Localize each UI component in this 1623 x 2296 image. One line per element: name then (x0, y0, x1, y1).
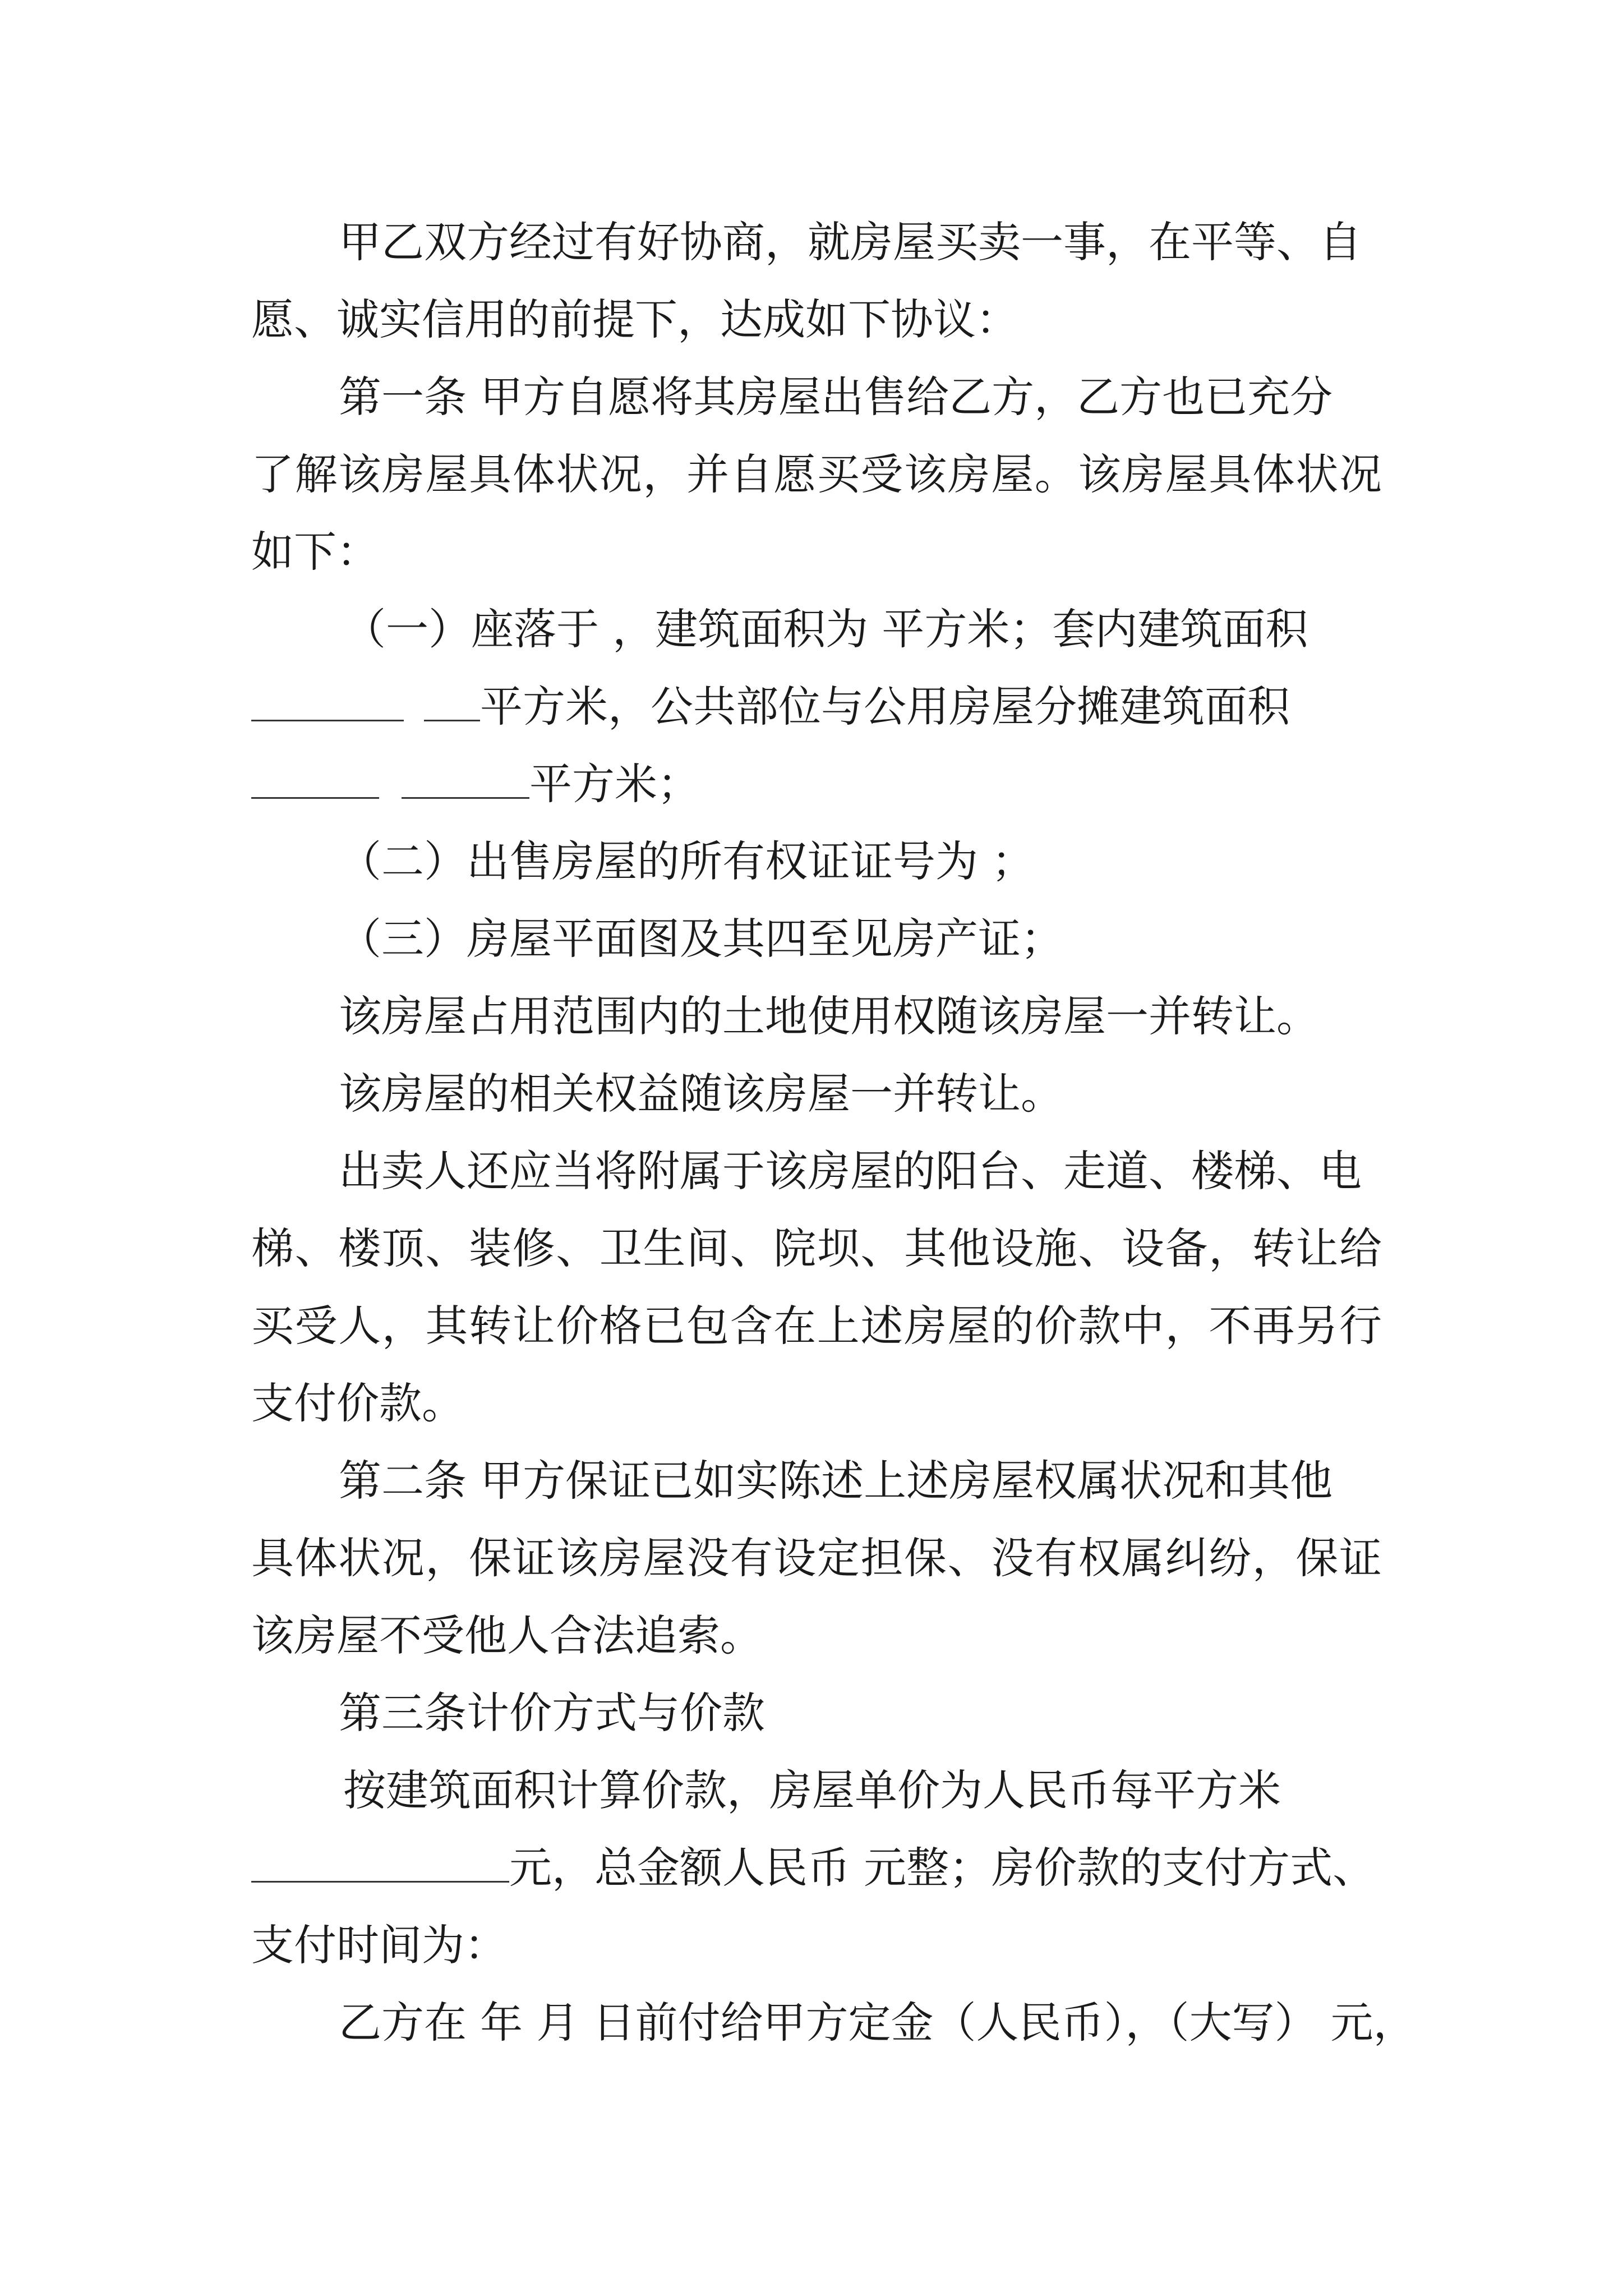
blank-field (251, 686, 404, 721)
price-line-1: 按建筑面积计算价款，房屋单价为人民币每平方米 (343, 1765, 1281, 1815)
item-1-line-2 (251, 679, 1290, 735)
article-3-heading: 第三条计价方式与价款 (339, 1688, 765, 1738)
deposit-line: 乙方在 年 月 日前付给甲方定金（人民币），（大写） 元， (339, 1998, 1416, 2047)
article-1-line-2: 了解该房屋具体状况，并自愿买受该房屋。该房屋具体状况 (251, 449, 1382, 499)
appurtenance-line-2: 梯、楼顶、装修、卫生间、院坝、其他设施、设备，转让给 (251, 1223, 1382, 1273)
blank-field (251, 1847, 509, 1883)
item-1-line-2-text: 平方米，公共部位与公用房屋分摊建筑面积 (480, 682, 1290, 731)
article-2-line-3: 该房屋不受他人合法追索。 (251, 1611, 763, 1660)
paragraph-intro-line-2: 愿、诚实信用的前提下，达成如下协议： (251, 295, 1018, 344)
related-rights-line: 该房屋的相关权益随该房屋一并转让。 (339, 1069, 1063, 1119)
item-1-line-1: （一）座落于 ，建筑面积为 平方米；套内建筑面积 (343, 604, 1308, 654)
price-line-2-text: 元，总金额人民币 元整；房价款的支付方式、 (509, 1843, 1376, 1893)
appurtenance-line-3: 买受人，其转让价格已包含在上述房屋的价款中，不再另行 (251, 1301, 1382, 1351)
item-2-line: （二）出售房屋的所有权证证号为 ； (339, 836, 1035, 886)
blank-field (424, 686, 480, 721)
article-1-line-3: 如下： (251, 527, 379, 577)
item-3-line: （三）房屋平面图及其四至见房产证； (339, 914, 1063, 964)
article-1-line-1: 第一条 甲方自愿将其房屋出售给乙方，乙方也已充分 (339, 372, 1333, 422)
article-2-line-1: 第二条 甲方保证已如实陈述上述房屋权属状况和其他 (339, 1456, 1333, 1506)
paragraph-intro-line-1: 甲乙双方经过有好协商，就房屋买卖一事，在平等、自 (339, 217, 1362, 267)
blank-field (402, 763, 529, 799)
item-1-line-3 (251, 756, 700, 812)
article-2-line-2: 具体状况，保证该房屋没有设定担保、没有权属纠纷，保证 (251, 1533, 1382, 1583)
price-line-3: 支付时间为： (251, 1920, 507, 1970)
land-use-right-line: 该房屋占用范围内的土地使用权随该房屋一并转让。 (339, 991, 1319, 1041)
item-1-line-3-text: 平方米； (529, 759, 700, 809)
appurtenance-line-1: 出卖人还应当将附属于该房屋的阳台、走道、楼梯、电 (339, 1146, 1362, 1196)
appurtenance-line-4: 支付价款。 (251, 1378, 464, 1428)
blank-field (251, 763, 379, 799)
price-line-2 (251, 1840, 1375, 1896)
